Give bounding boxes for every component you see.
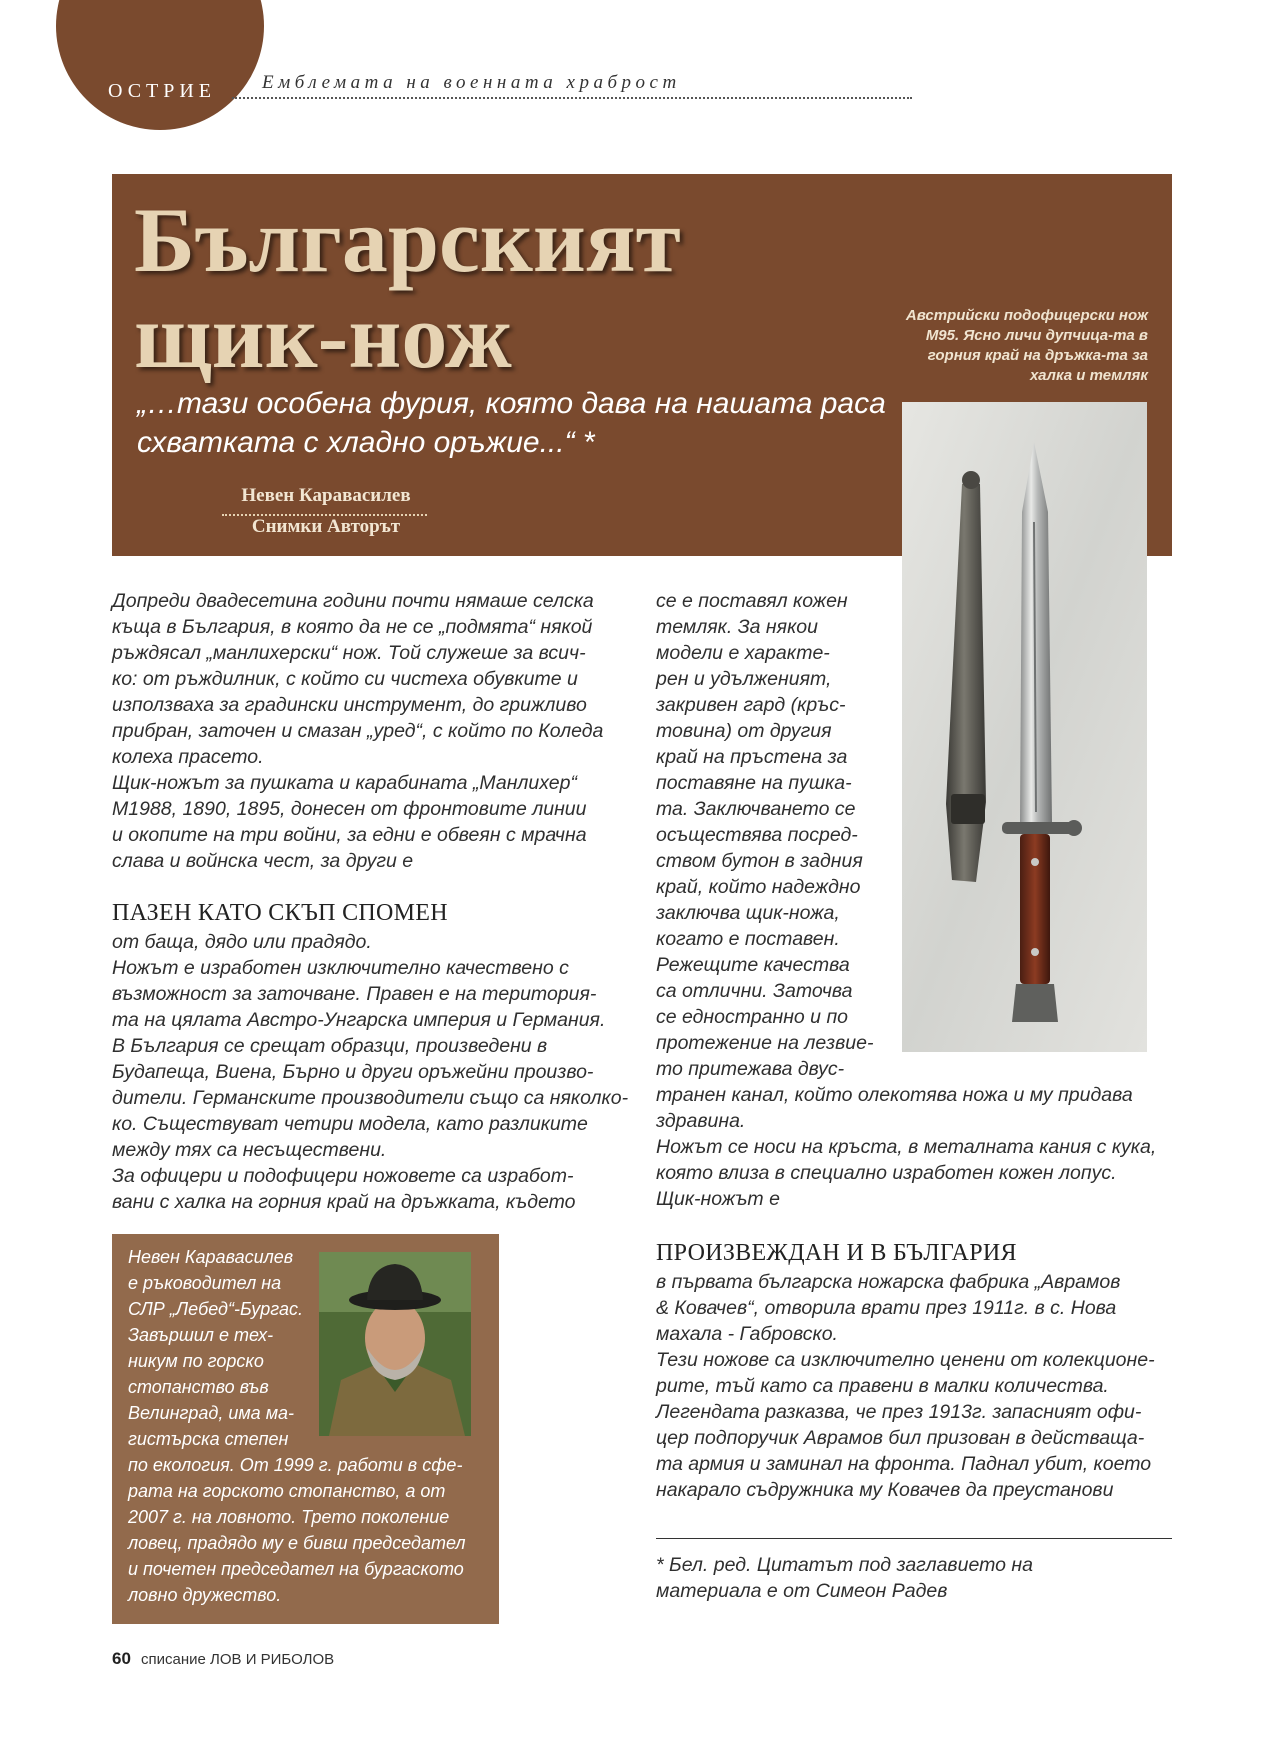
subheading-kept-memory: ПАЗЕН КАТО СКЪП СПОМЕН — [112, 900, 448, 926]
section-circle — [56, 0, 264, 130]
rubric-title: Емблемата на военната храброст — [262, 72, 681, 93]
column-1-intro — [112, 588, 632, 874]
author-name: Невен Каравасилев — [241, 485, 411, 506]
paragraph-mannlicher: Щик-ножът за пушката и карабината „Манлихер“ М1988, 1890, 1895, донесен от фронтовите линии и окопите на три войни, за едни е обвеян с мрачна слава и войнска чест, за други е — [112, 772, 587, 872]
paragraph-factory: в първата българска ножарска фабрика „Аврамов & Ковачев“, отворила врати през 1911г. в с. Нова махала - Габровско. Тези ножове са изключително ценени от колекционе- рите, тъй като са правени в малки количества. Легендата разказва, че през 1913г. запасният офи- цер подпоручик Аврамов бил призован в действаща- та армия и заминал на фронта. Паднал убит, което накарало съдружника му Ковачев да преустанови — [656, 1271, 1155, 1501]
editor-footnote: * Бел. ред. Цитатът под заглавието на материала е от Симеон Радев — [656, 1554, 1033, 1602]
lead-quote: „…тази особена фурия, която дава на нашата раса схватката с хладно оръжие...“ * — [137, 387, 886, 459]
magazine-name: списание ЛОВ И РИБОЛОВ — [141, 1651, 335, 1668]
subheading-made-in-bulgaria: ПРОИЗВЕЖДАН И В БЪЛГАРИЯ — [656, 1240, 1017, 1266]
column-2-history — [656, 1269, 1172, 1503]
article-title — [134, 189, 681, 387]
photo-caption: Австрийски подофицерски нож М95. Ясно личи дупчица-та в горния край на дръжка-та за халка и темляк — [905, 307, 1148, 384]
paragraph-scabbard: Ножът се носи на кръста, в металната кания с кука, която влиза в специално изработен кожен лопус. Щик-ножът е — [656, 1136, 1157, 1210]
title-line-2: щик-нож — [134, 285, 512, 387]
photo-credit: Снимки Авторът — [251, 516, 401, 537]
paragraph-intro: Допреди двадесетина години почти нямаше селска къща в България, в която да не се „подмята“ някой ръждясал „манлихерски“ нож. Той служеше за всич- ко: от ръждилник, с който си чистеха обувките и използваха за градински инструмент, до грижливо прибран, заточен и смазан „уред“, с който по Коледа колеха прасето. — [112, 590, 604, 768]
section-label: ОСТРИЕ — [108, 80, 217, 102]
column-1-body — [112, 929, 632, 1215]
column-2-body — [656, 588, 1172, 1212]
page-number: 60 — [112, 1649, 131, 1668]
author-bio-text: Невен Каравасилев е ръководител на СЛР „Лебед“-Бургас. Завършил е тех- никум по горско стопанство във Велинград, има ма- гистърска степен по екология. От 1999 г. работи в сфе- рата на горското стопанство, а от 2007 г. на ловното. Трето поколение ловец, прадядо му е бивш председател и почетен председател на бургаското ловно дружество. — [128, 1247, 466, 1605]
title-line-1: Българският — [134, 189, 681, 291]
paragraph-quality: от баща, дядо или прадядо. Ножът е изработен изключително качествено с възможност за заточване. Правен е на територия- та на цялата Австро-Унгарска империя и Германия. В България се срещат образци, произведени в Будапеща, Виена, Бърно и други оръжейни произво- дители. Германските производители също са няколко- ко. Съществуват четири модела, като разликите между тях са несъществени. За офицери и подофицери ножовете са изработ- вани с халка на горния край на дръжката, където — [112, 931, 629, 1213]
author-bio-box — [112, 1234, 499, 1624]
footnote-divider — [656, 1538, 1172, 1539]
rubric-divider — [232, 97, 912, 99]
paragraph-guard: се е поставял кожен темляк. За някои модели е характе- рен и удълженият, закривен гард (кръс- товина) от другия край на пръстена за поставяне на пушка- та. Заключването се осъществява посред- ством бутон в задния край, който надеждно заключва щик-ножа, когато е поставен. Режещите качества са отлични. Заточва се едностранно и по протежение на лезвие- то притежава двус- транен канал, който олекотява ножа и му придава здравина. — [656, 590, 1133, 1132]
